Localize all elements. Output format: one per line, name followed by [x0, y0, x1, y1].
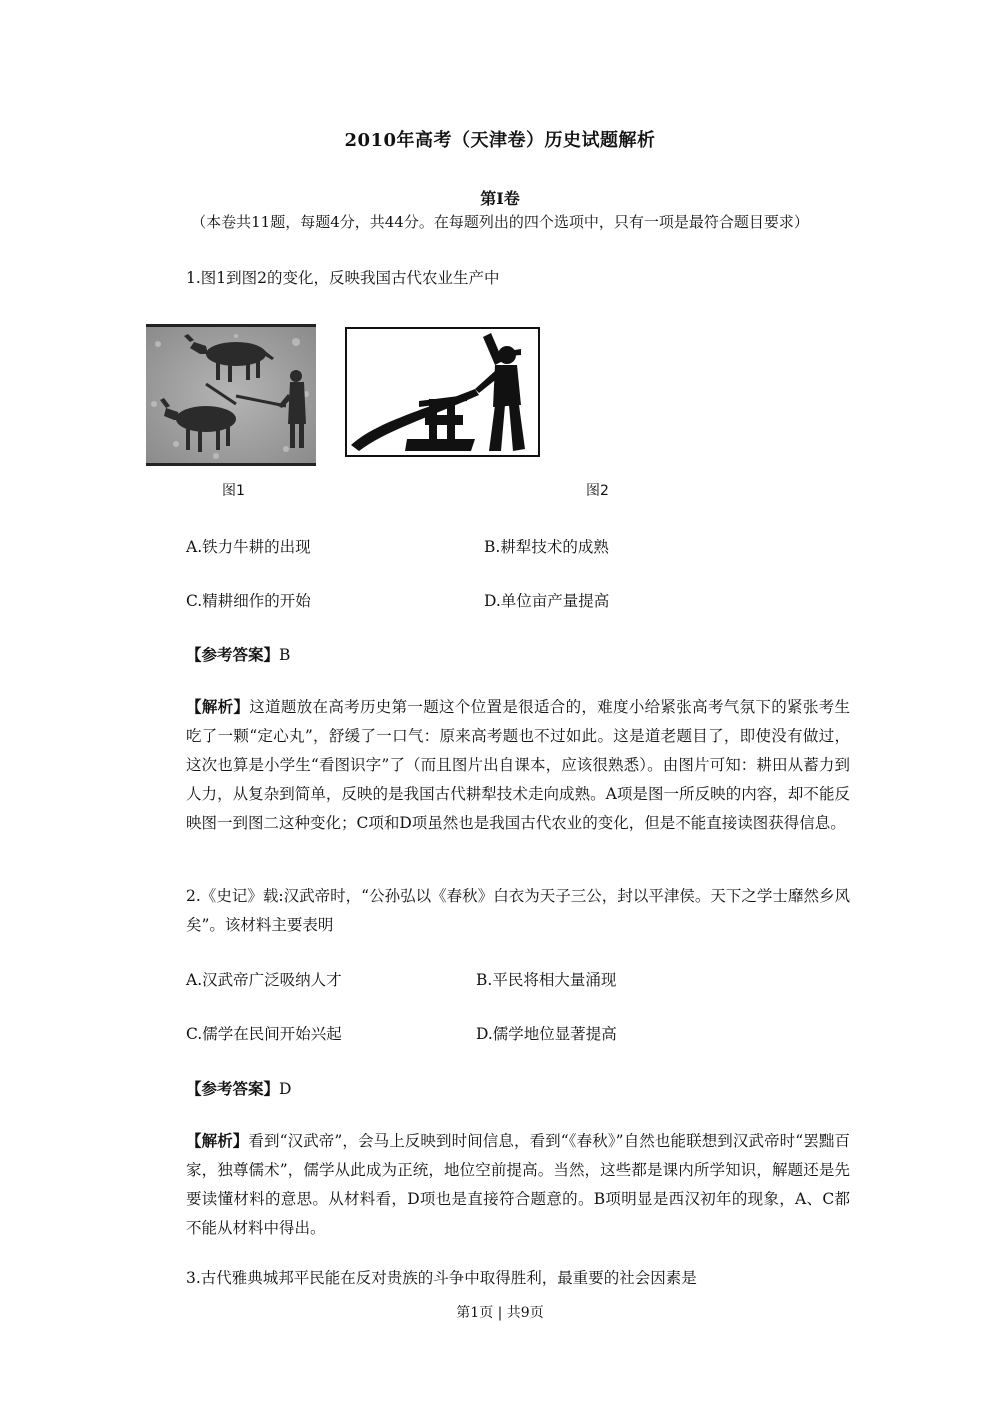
question-3-stem: 3.古代雅典城邦平民能在反对贵族的斗争中取得胜利，最重要的社会因素是 [186, 1269, 697, 1287]
q1-option-b: B.耕犁技术的成熟 [484, 538, 609, 556]
figure-2-image [345, 327, 540, 457]
section-instructions: （本卷共11题，每题4分，共44分。在每题列出的四个选项中，只有一项是最符合题目要求） [191, 213, 809, 231]
q2-option-d: D.儒学地位显著提高 [476, 1025, 617, 1043]
answer-label: 【参考答案】 [186, 645, 280, 664]
q2-option-a: A.汉武帝广泛吸纳人才 [186, 971, 342, 989]
q1-analysis [186, 692, 850, 838]
q1-option-a: A.铁力牛耕的出现 [186, 538, 311, 556]
analysis-label: 【解析】 [186, 697, 250, 716]
question-1-stem: 1.图1到图2的变化，反映我国古代农业生产中 [186, 269, 500, 287]
page-footer: 第1页 | 共9页 [456, 1305, 544, 1321]
figure-2-caption: 图2 [586, 483, 609, 499]
q1-option-c: C.精耕细作的开始 [186, 592, 311, 610]
figure-1-caption: 图1 [222, 483, 245, 499]
curved-plow-silhouette-icon [345, 327, 540, 457]
answer-label: 【参考答案】 [186, 1079, 280, 1098]
q2-option-b: B.平民将相大量涌现 [476, 971, 617, 989]
section-title: 第Ⅰ卷 [480, 189, 520, 208]
figure-1-image [146, 324, 316, 466]
analysis-text: 看到“汉武帝”，会马上反映到时间信息，看到“《春秋》”自然也能联想到汉武帝时“罢黜百家，独尊儒术”，儒学从此成为正统，地位空前提高。当然，这些都是课内所学知识，解题还是先要读懂材料的意思。从材料看，D项也是直接符合题意的。B项明显是西汉初年的现象，A、C都不能从材料中得出。 [186, 1132, 850, 1237]
ox-plowing-relief-icon [146, 324, 316, 466]
answer-value: B [279, 646, 291, 664]
document-title: 2010年高考（天津卷）历史试题解析 [344, 130, 656, 151]
q2-option-c: C.儒学在民间开始兴起 [186, 1025, 342, 1043]
q2-answer [186, 1077, 291, 1099]
answer-value: D [279, 1080, 292, 1098]
q1-option-d: D.单位亩产量提高 [484, 592, 610, 610]
q1-answer [186, 643, 290, 665]
q2-analysis [186, 1126, 850, 1243]
analysis-label: 【解析】 [186, 1131, 249, 1150]
question-2-stem: 2.《史记》载:汉武帝时，“公孙弘以《春秋》白衣为天子三公，封以平津侯。天下之学士靡然乡风矣”。该材料主要表明 [186, 887, 850, 934]
analysis-text: 这道题放在高考历史第一题这个位置是很适合的，难度小给紧张高考气氛下的紧张考生吃了一颗“定心丸”，舒缓了一口气：原来高考题也不过如此。这是道老题目了，即使没有做过，这次也算是小学生“看图识字”了（而且图片出自课本，应该很熟悉）。由图片可知：耕田从蓄力到人力，从复杂到简单，反映的是我国古代耕犁技术走向成熟。A项是图一所反映的内容，却不能反映图一到图二这种变化；C项和D项虽然也是我国古代农业的变化，但是不能直接读图获得信息。 [186, 698, 850, 832]
